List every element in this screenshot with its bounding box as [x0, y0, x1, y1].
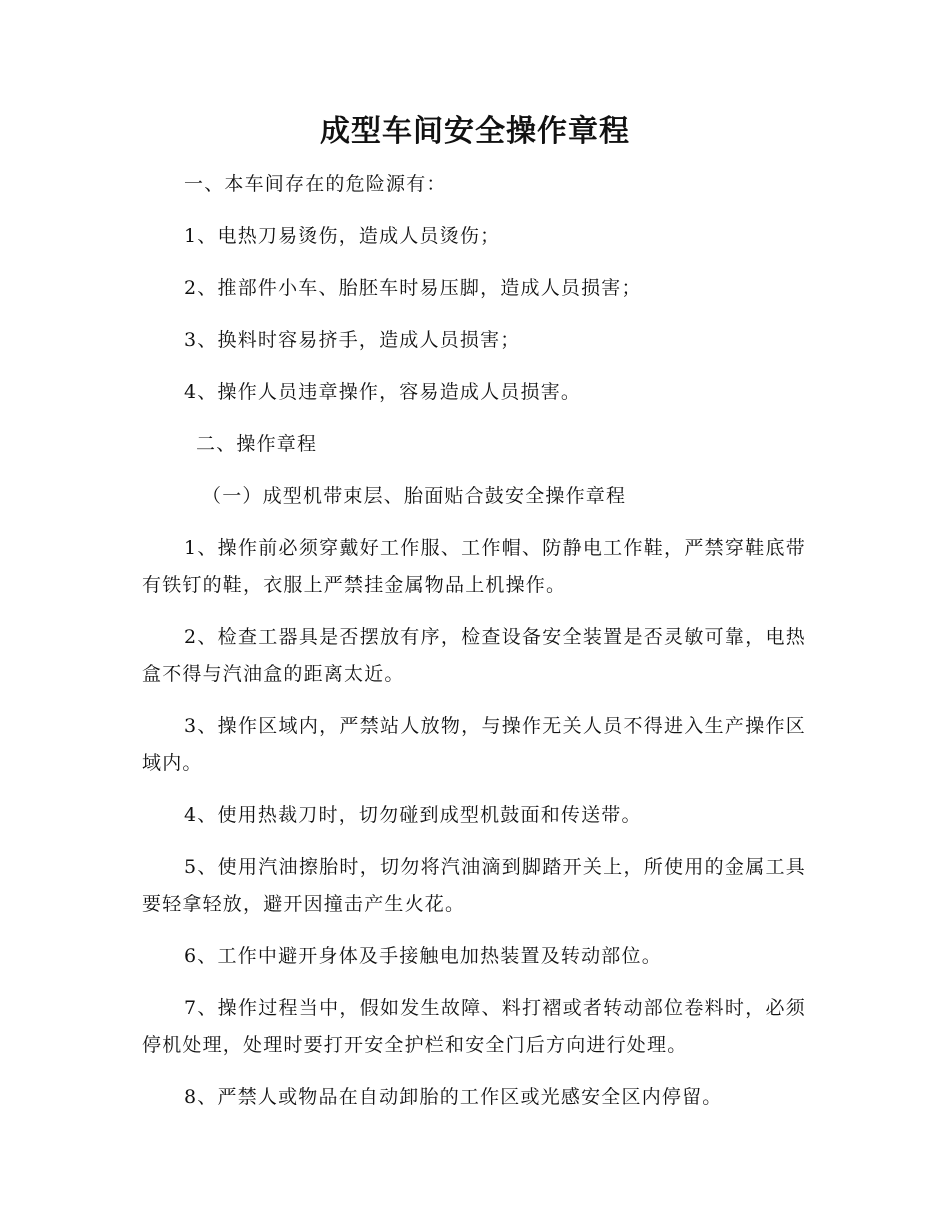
section-heading-hazards: 一、本车间存在的危险源有：	[184, 173, 447, 195]
procedure-item-5: 5、使用汽油擦胎时，切勿将汽油滴到脚踏开关上，所使用的金属工具要轻拿轻放，避开因撞击产生火花。	[142, 856, 806, 915]
procedure-item-6: 6、工作中避开身体及手接触电加热装置及转动部位。	[184, 945, 662, 967]
hazard-item-3: 3、换料时容易挤手，造成人员损害；	[184, 329, 521, 351]
procedure-item-1: 1、操作前必须穿戴好工作服、工作帽、防静电工作鞋，严禁穿鞋底带有铁钉的鞋，衣服上严禁挂金属物品上机操作。	[142, 537, 806, 596]
hazard-item-2: 2、推部件小车、胎胚车时易压脚，造成人员损害；	[184, 277, 642, 299]
document-title: 成型车间安全操作章程	[320, 114, 630, 149]
document-body	[142, 166, 806, 1116]
section-heading-procedures: 二、操作章程	[196, 433, 318, 455]
procedure-item-2: 2、检查工器具是否摆放有序，检查设备安全装置是否灵敏可靠，电热盒不得与汽油盒的距离太近。	[142, 626, 806, 685]
procedure-item-7: 7、操作过程当中，假如发生故障、料打褶或者转动部位卷料时，必须停机处理，处理时要打开安全护栏和安全门后方向进行处理。	[142, 997, 806, 1056]
procedure-item-4: 4、使用热裁刀时，切勿碰到成型机鼓面和传送带。	[184, 804, 642, 826]
procedure-item-8: 8、严禁人或物品在自动卸胎的工作区或光感安全区内停留。	[184, 1086, 723, 1108]
procedure-item-3: 3、操作区域内，严禁站人放物，与操作无关人员不得进入生产操作区域内。	[142, 715, 806, 774]
hazard-item-1: 1、电热刀易烫伤，造成人员烫伤；	[184, 225, 501, 247]
hazard-item-4: 4、操作人员违章操作，容易造成人员损害。	[184, 381, 582, 403]
subsection-heading-drum: （一）成型机带束层、胎面贴合鼓安全操作章程	[202, 485, 627, 507]
